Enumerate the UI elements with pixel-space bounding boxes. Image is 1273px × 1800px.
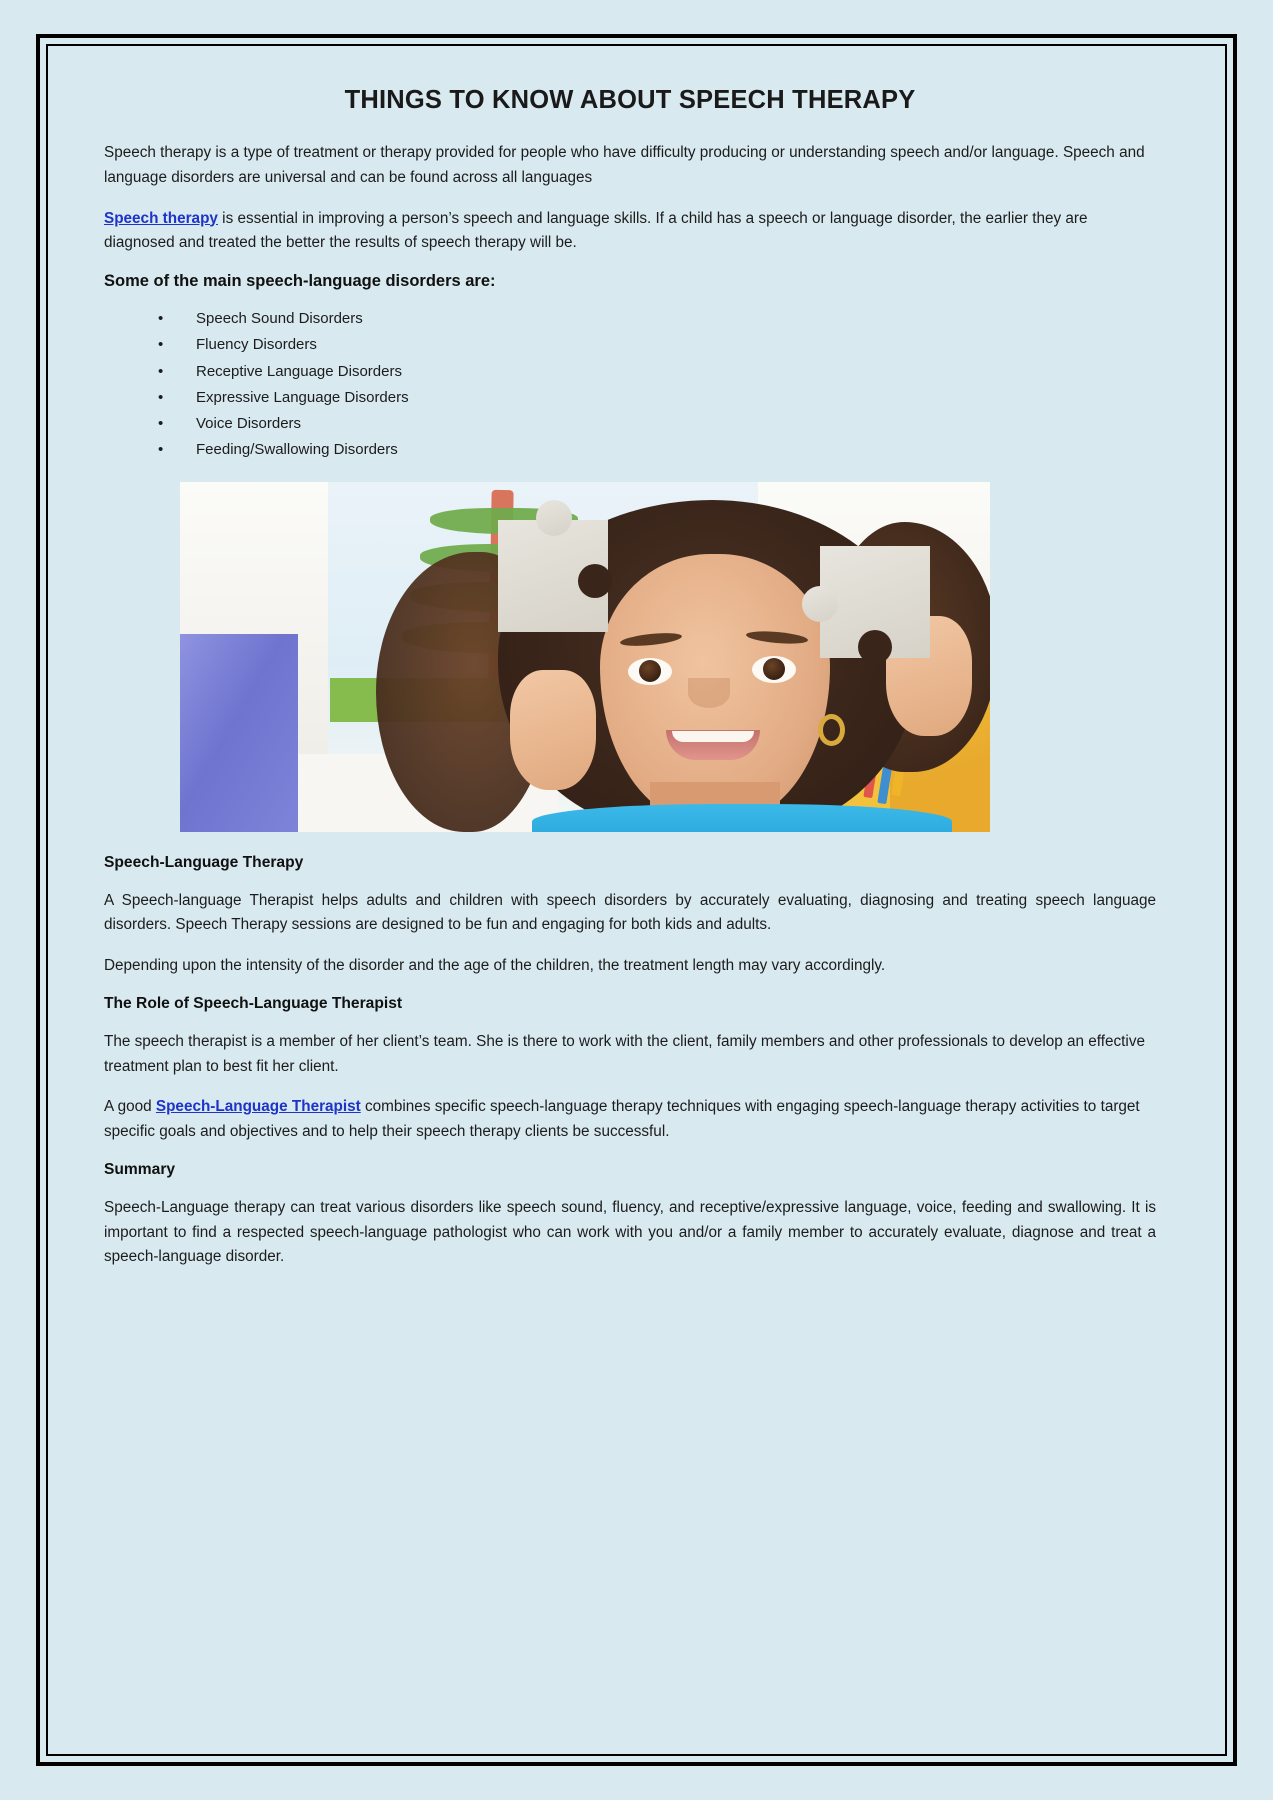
bullet-icon: • <box>158 415 164 433</box>
page-title: THINGS TO KNOW ABOUT SPEECH THERAPY <box>344 86 916 114</box>
document-page-inner-border <box>46 44 1227 1756</box>
list-item <box>104 386 1156 409</box>
intro-paragraph: Speech therapy is a type of treatment or therapy provided for people who have difficulty producing or understanding speech and/or language. Speech and language disorders are universal and can be found across all languages <box>104 144 1145 186</box>
photo-nose <box>688 678 730 708</box>
speech-language-therapy-heading: Speech-Language Therapy <box>104 853 304 871</box>
photo-iris <box>763 658 785 680</box>
speech-therapy-photo <box>180 482 990 832</box>
photo-shirt <box>532 804 952 832</box>
list-item <box>104 333 1156 356</box>
speech-therapy-paragraph-rest: is essential in improving a person’s speech and language skills. If a child has a speech or language disorder, the earlier they are diagnosed and treated the better the results of speech therapy will be. <box>104 209 1088 252</box>
speech-language-therapist-link[interactable]: Speech-Language Therapist <box>155 1098 361 1116</box>
role-heading: The Role of Speech-Language Therapist <box>104 994 403 1012</box>
bullet-icon: • <box>158 362 164 380</box>
summary-paragraph: Speech-Language therapy can treat various disorders like speech sound, fluency, and receptive/expressive language, voice, feeding and swallowing. It is important to find a respected speech-language pathologist who can work with you and/or a family member to accurately evaluate, diagnose and treat a speech-language disorder. <box>104 1198 1156 1266</box>
photo-puzzle-knob <box>536 500 572 536</box>
photo-eye <box>752 656 796 683</box>
figure-container <box>104 482 1156 832</box>
bullet-icon: • <box>158 336 164 354</box>
photo-puzzle-notch <box>858 630 892 664</box>
photo-puzzle-piece <box>498 520 608 632</box>
good-therapist-prefix: A good <box>104 1098 156 1116</box>
list-item-label: Fluency Disorders <box>196 336 317 354</box>
role-paragraph: The speech therapist is a member of her client’s team. She is there to work with the client, family members and other professionals to develop an effective treatment plan to best fit her client. <box>104 1032 1145 1075</box>
list-item <box>104 412 1156 435</box>
bullet-icon: • <box>158 441 164 459</box>
speech-therapy-paragraph <box>104 207 1156 257</box>
photo-hand <box>510 670 596 790</box>
list-item <box>104 438 1156 461</box>
list-item <box>104 307 1156 330</box>
disorders-heading: Some of the main speech-language disorders are: <box>104 272 496 291</box>
photo-puzzle-knob <box>802 586 838 622</box>
photo-blue-object <box>180 634 298 832</box>
bullet-icon: • <box>158 388 164 406</box>
photo-eye <box>628 658 672 685</box>
document-content <box>104 86 1156 1286</box>
bullet-icon: • <box>158 310 164 328</box>
list-item-label: Expressive Language Disorders <box>196 388 409 406</box>
photo-iris <box>639 660 661 682</box>
speech-language-therapy-paragraph: A Speech-language Therapist helps adults and children with speech disorders by accurately evaluating, diagnosing and treating speech language disorders. Speech Therapy sessions are designed to be fun and engaging for both kids and adults. <box>104 891 1156 934</box>
photo-earring <box>818 714 845 746</box>
good-therapist-paragraph <box>104 1095 1156 1145</box>
photo-puzzle-notch <box>578 564 612 598</box>
list-item-label: Speech Sound Disorders <box>196 310 363 328</box>
list-item <box>104 360 1156 383</box>
summary-heading: Summary <box>104 1160 176 1178</box>
document-page <box>36 34 1237 1766</box>
treatment-length-paragraph: Depending upon the intensity of the disorder and the age of the children, the treatment length may vary accordingly. <box>104 957 886 975</box>
speech-therapy-link[interactable]: Speech therapy <box>104 209 218 227</box>
good-therapist-rest: combines specific speech-language therapy techniques with engaging speech-language therapy activities to target specific goals and objectives and to help their speech therapy clients be successful. <box>104 1098 1140 1141</box>
photo-puzzle-piece <box>820 546 930 658</box>
list-item-label: Receptive Language Disorders <box>196 362 402 380</box>
disorders-list <box>104 307 1156 462</box>
list-item-label: Feeding/Swallowing Disorders <box>196 441 398 459</box>
photo-teeth <box>672 731 754 742</box>
list-item-label: Voice Disorders <box>196 415 302 433</box>
